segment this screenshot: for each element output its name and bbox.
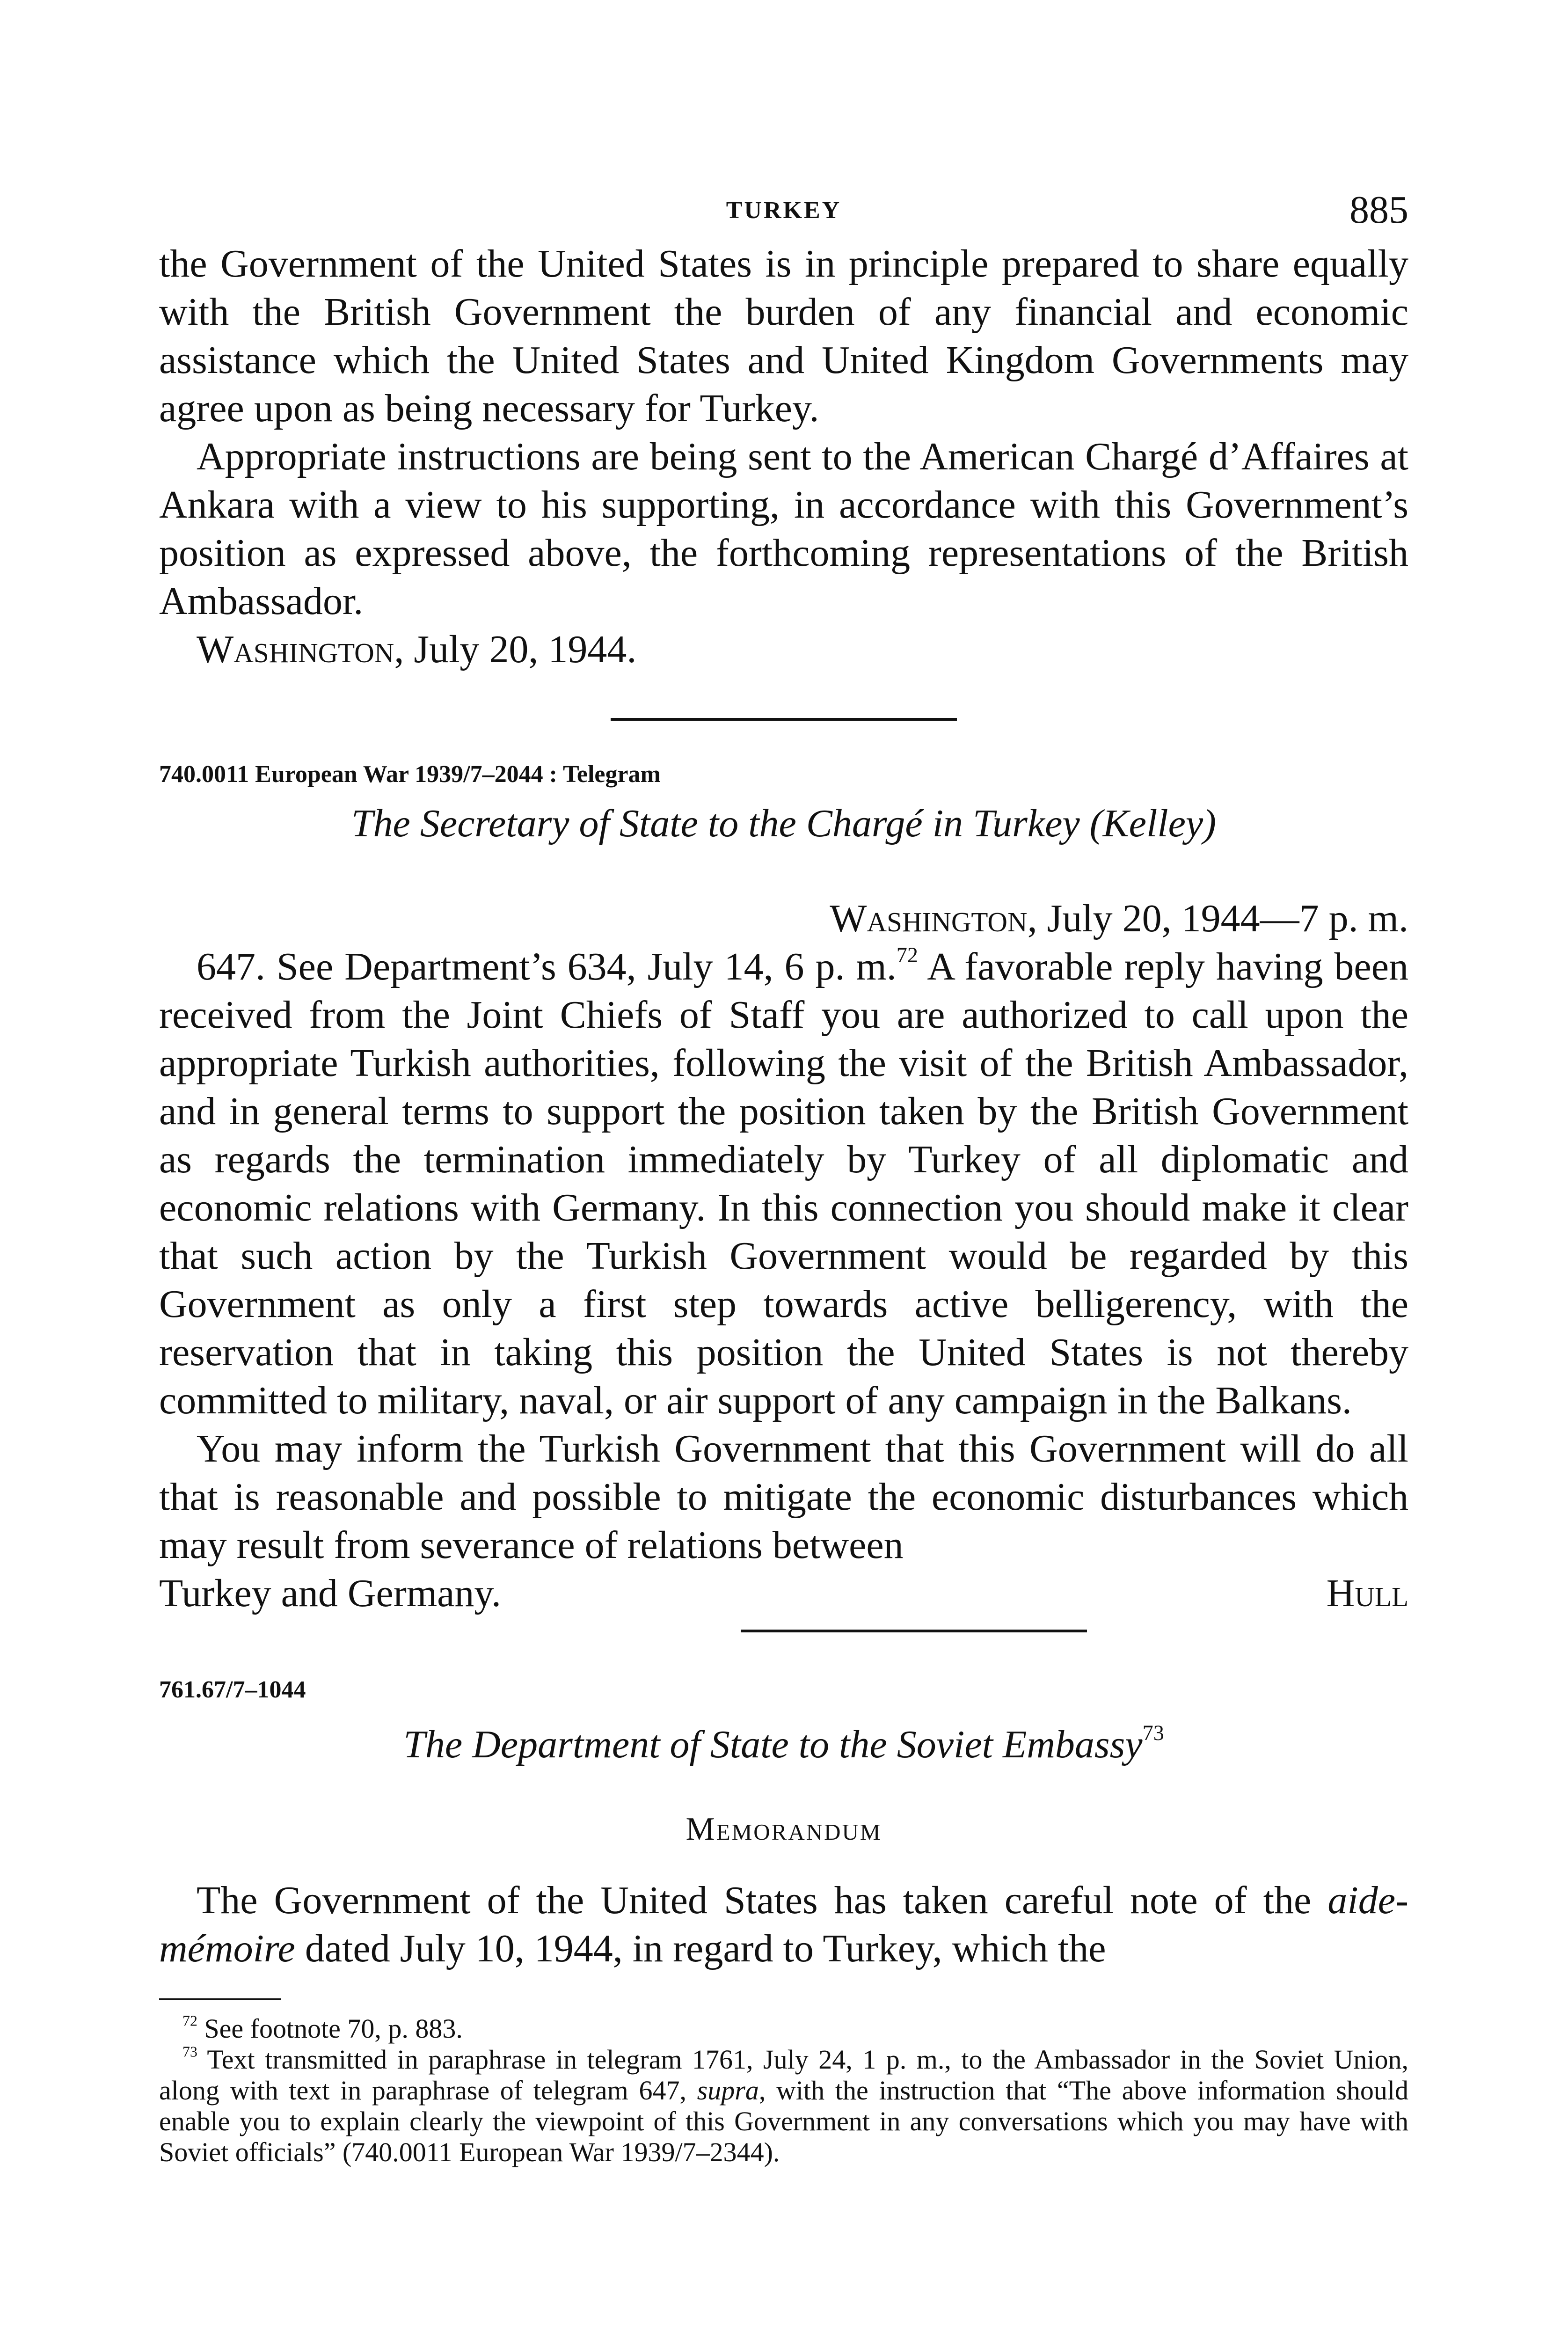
memorandum-paragraph-1 [159, 1876, 1408, 1973]
footnote-72 [159, 2013, 1408, 2044]
telegram-title: The Secretary of State to the Chargé in Turkey (Kelley) [351, 802, 1217, 845]
running-head: TURKEY [726, 197, 842, 224]
footnote-73-italic: supra [697, 2075, 759, 2106]
telegram-paragraph-2-last-line: Turkey and Germany. [159, 1572, 501, 1615]
telegram-file-reference: 740.0011 European War 1939/7–2044 : Telegram [159, 761, 661, 788]
page-number: 885 [1349, 188, 1408, 232]
memorandum-label: Memorandum [686, 1811, 882, 1847]
telegram-signature: Hull [1326, 1572, 1408, 1615]
document-page [159, 178, 1408, 2168]
footnote-ref-73: 73 [1142, 1721, 1164, 1745]
footnote-73-marker: 73 [182, 2043, 197, 2060]
telegram-dateline-place: Washington [830, 897, 1028, 940]
continuation-paragraph-1: the Government of the United States is in principle prepared to share equally with the British Government the burden of any financial and economic assistance which the United States and United Kingdom Governments may agree upon as being necessary for Turkey. [159, 242, 1408, 430]
footnote-73 [159, 2044, 1408, 2168]
section-divider-2 [741, 1630, 1087, 1632]
dateline-date: , July 20, 1944. [394, 628, 637, 671]
memorandum-title [159, 1720, 1408, 1769]
memorandum-paragraph-1-start: The Government of the United States has taken careful note of the [197, 1879, 1328, 1922]
continuation-dateline [159, 625, 1408, 673]
memorandum-paragraph-1-rest: dated July 10, 1944, in regard to Turkey, which the [295, 1927, 1106, 1970]
telegram-paragraph-1 [159, 943, 1408, 1425]
telegram-paragraph-1-rest: A favorable reply having been received from the Joint Chiefs of Staff you are authorized to call upon the appropriate Turkish authorities, following the visit of the British Ambassador, and in general terms to support the position taken by the British Government as regards the termination immediately by Turkey of all diplomatic and economic relations with Germany. In this connection you should make it clear that such action by the Turkish Government would be regarded by this Government as only a first step towards active belligerency, with the reservation that in taking this position the United States is not thereby committed to military, naval, or air support of any campaign in the Balkans. [159, 945, 1408, 1422]
telegram-closing-line [159, 1569, 1408, 1617]
dateline-place: Washington [197, 628, 394, 671]
telegram-dateline [159, 894, 1408, 943]
memorandum-file-reference: 761.67/7–1044 [159, 1676, 306, 1703]
telegram-paragraph-1-start: 647. See Department’s 634, July 14, 6 p. m. [197, 945, 897, 988]
footnote-73-text-start: Text transmitted in paraphrase in telegram 1761, July 24, 1 p. m., to the Ambassador in the Soviet Union, along with text in paraphrase of telegram 647, [159, 2044, 1408, 2106]
page-header [159, 178, 1408, 234]
footnote-72-marker: 72 [182, 2012, 197, 2029]
footnote-72-text: See footnote 70, p. 883. [197, 2013, 463, 2044]
memorandum-title-text: The Department of State to the Soviet Embassy [403, 1723, 1143, 1766]
continuation-paragraph-2: Appropriate instructions are being sent to the American Chargé d’Affaires at Ankara with a view to his supporting, in accordance with this Government’s position as expressed above, the forthcoming representations of the British Ambassador. [159, 435, 1408, 623]
footnote-ref-72: 72 [896, 943, 918, 967]
telegram-paragraph-2: You may inform the Turkish Government that this Government will do all that is reasonable and possible to mitigate the economic disturbances which may result from severance of relations between [159, 1427, 1408, 1567]
memorandum-paragraph-1-italic: aide-mémoire [159, 1879, 1408, 1970]
telegram-dateline-date: , July 20, 1944—7 p. m. [1027, 897, 1408, 940]
footnote-73-text-rest: , with the instruction that “The above information should enable you to explain clearly the viewpoint of this Government in any conversations which you may have with Soviet officials” (740.0011 European War 1939/7–2344). [159, 2075, 1408, 2167]
